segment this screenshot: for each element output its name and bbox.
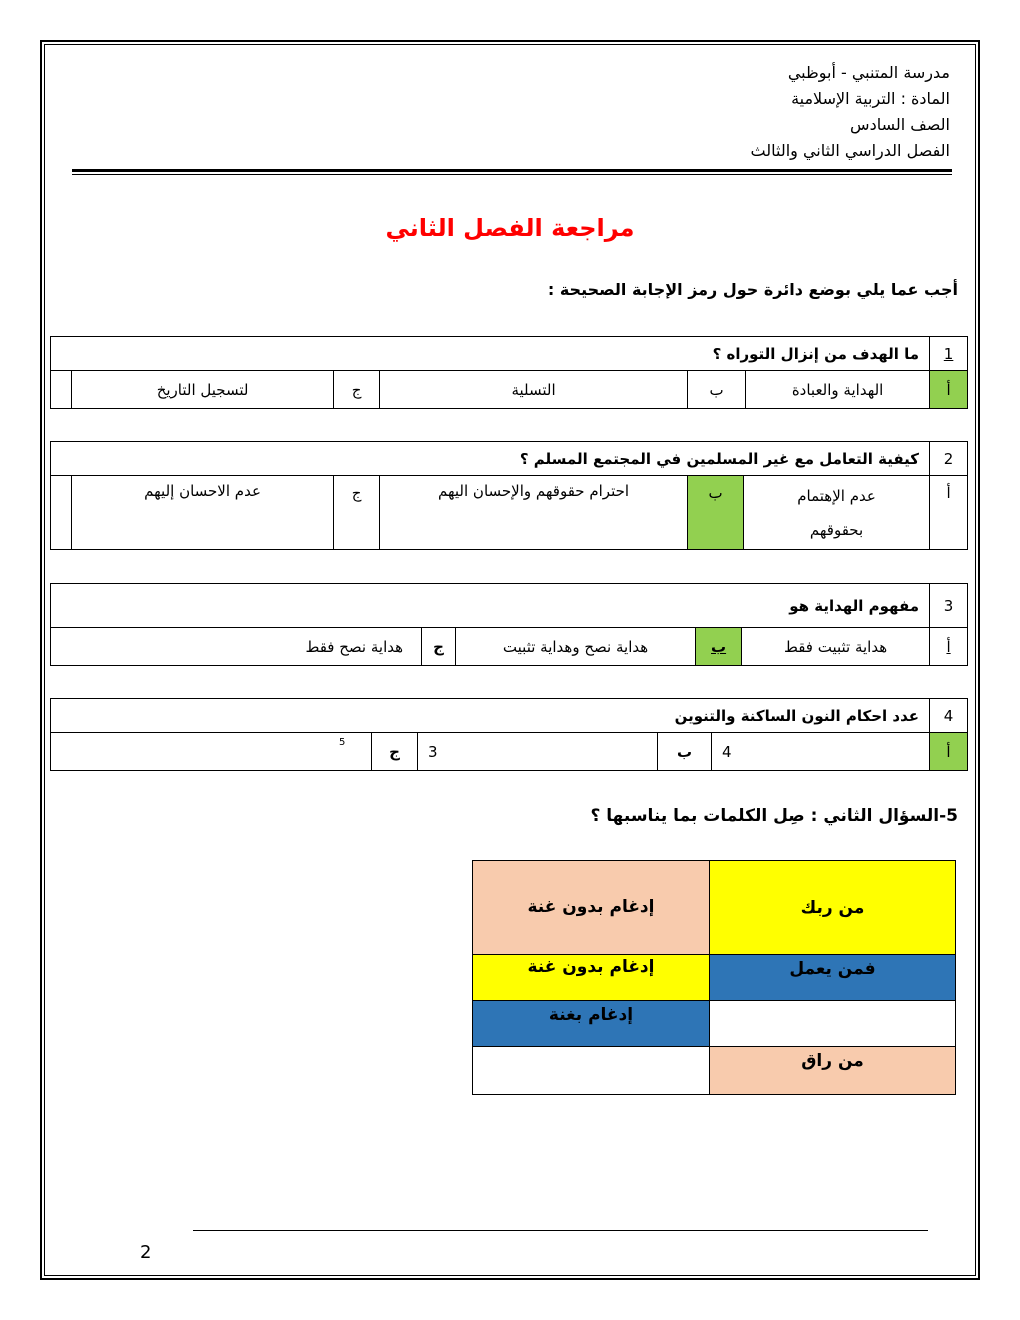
match-right-3[interactable] bbox=[710, 1001, 956, 1047]
term-line: الفصل الدراسي الثاني والثالث bbox=[750, 141, 950, 160]
question-text: عدد احكام النون الساكنة والتنوين bbox=[51, 699, 930, 733]
school-name: مدرسة المتنبي - أبوظبي bbox=[787, 63, 950, 82]
option-letter-c[interactable]: ج bbox=[422, 628, 456, 666]
option-c-text: لتسجيل التاريخ bbox=[72, 371, 334, 409]
option-b-text: احترام حقوقهم والإحسان اليهم bbox=[380, 476, 688, 550]
question-text: كيفية التعامل مع غير المسلمين في المجتمع المسلم ؟ bbox=[51, 442, 930, 476]
question-number: 4 bbox=[930, 699, 968, 733]
empty-cell bbox=[51, 371, 72, 409]
option-a-text: هداية تثبيت فقط bbox=[742, 628, 930, 666]
header-divider bbox=[72, 169, 952, 172]
question-number: 3 bbox=[930, 584, 968, 628]
question-text: مفهوم الهداية هو bbox=[51, 584, 930, 628]
page-number: 2 bbox=[140, 1242, 152, 1263]
matching-table bbox=[472, 860, 956, 1095]
footer-divider bbox=[193, 1230, 928, 1231]
question-5-heading: 5-السؤال الثاني : صِل الكلمات بما يناسبها ؟ bbox=[590, 806, 958, 826]
option-c-text: 5 bbox=[51, 733, 372, 771]
subject-line: المادة : التربية الإسلامية bbox=[791, 89, 950, 108]
option-letter-b[interactable]: ب bbox=[696, 628, 742, 666]
option-letter-a[interactable]: أ bbox=[930, 371, 968, 409]
match-left-3[interactable]: إدغام بغنة bbox=[473, 1001, 710, 1047]
grade-line: الصف السادس bbox=[850, 115, 950, 134]
match-left-1[interactable]: إدغام بدون غنة bbox=[473, 861, 710, 955]
question-text: ما الهدف من إنزال التوراه ؟ bbox=[51, 337, 930, 371]
document-header bbox=[550, 60, 950, 164]
option-b-text: هداية نصح وهداية تثبيت bbox=[456, 628, 696, 666]
empty-cell bbox=[51, 476, 72, 550]
option-a-text: 4 bbox=[712, 733, 930, 771]
option-letter-c[interactable]: ج bbox=[372, 733, 418, 771]
question-2-table bbox=[50, 441, 968, 550]
option-letter-b[interactable]: ب bbox=[688, 371, 746, 409]
header-divider-thin bbox=[72, 174, 952, 175]
question-number: 1 bbox=[930, 337, 968, 371]
option-letter-c[interactable]: ج bbox=[334, 476, 380, 550]
option-letter-b[interactable]: ب bbox=[688, 476, 744, 550]
option-c-text: هداية نصح فقط bbox=[51, 628, 422, 666]
page-title: مراجعة الفصل الثاني bbox=[385, 214, 635, 242]
question-3-table bbox=[50, 583, 968, 666]
option-a-line2: بحقوقهم bbox=[809, 520, 864, 539]
option-letter-a[interactable]: أ bbox=[930, 476, 968, 550]
option-a-text bbox=[744, 476, 930, 550]
option-letter-b[interactable]: ب bbox=[658, 733, 712, 771]
match-left-4[interactable] bbox=[473, 1047, 710, 1095]
match-right-2[interactable]: فمن يعمل bbox=[710, 955, 956, 1001]
option-a-text: الهداية والعبادة bbox=[746, 371, 930, 409]
question-4-table bbox=[50, 698, 968, 771]
match-right-1[interactable]: من ربك bbox=[710, 861, 956, 955]
option-letter-c[interactable]: ج bbox=[334, 371, 380, 409]
question-1-table bbox=[50, 336, 968, 409]
match-right-4[interactable]: من راق bbox=[710, 1047, 956, 1095]
option-b-text: 3 bbox=[418, 733, 658, 771]
instructions: أجب عما يلي بوضع دائرة حول رمز الإجابة الصحيحة : bbox=[547, 280, 958, 299]
option-c-text: عدم الاحسان إليهم bbox=[72, 476, 334, 550]
match-left-2[interactable]: إدغام بدون غنة bbox=[473, 955, 710, 1001]
option-letter-a[interactable]: أ bbox=[930, 733, 968, 771]
question-number: 2 bbox=[930, 442, 968, 476]
option-letter-a[interactable]: أ bbox=[930, 628, 968, 666]
option-a-line1: عدم الإهتمام bbox=[797, 486, 876, 505]
option-b-text: التسلية bbox=[380, 371, 688, 409]
